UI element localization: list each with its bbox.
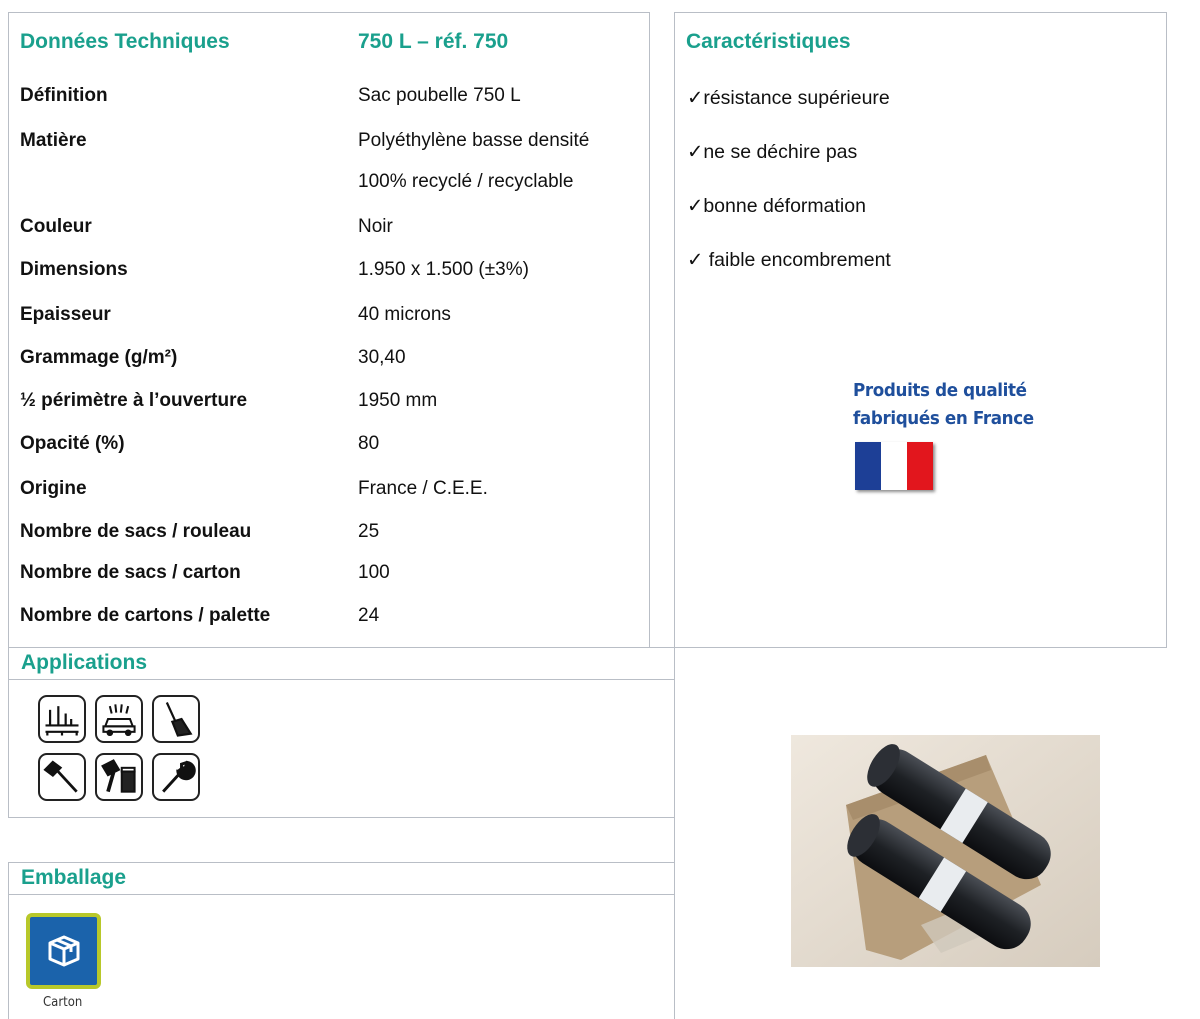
row-label: ½ périmètre à l’ouverture — [20, 390, 248, 411]
feature-item: ✓ faible encombrement — [687, 249, 891, 271]
row-label: Nombre de sacs / carton — [20, 562, 241, 583]
made-in-france-line2: fabriqués en France — [853, 408, 1034, 429]
feature-item: ✓résistance supérieure — [687, 87, 890, 109]
applications-heading: Applications — [21, 651, 148, 674]
packaging-label: Carton — [43, 995, 83, 1010]
paint-brush-icon — [95, 753, 143, 801]
row-label: Epaisseur — [20, 304, 111, 325]
applications-panel — [8, 647, 675, 818]
row-value: Noir — [358, 216, 393, 237]
packaging-heading: Emballage — [21, 866, 127, 889]
row-label: Matière — [20, 130, 87, 151]
packaging-panel — [8, 862, 675, 1019]
row-value: Polyéthylène basse densité — [358, 130, 590, 151]
car-wash-icon — [95, 695, 143, 743]
row-value: 100% recyclé / recyclable — [358, 171, 574, 192]
row-value: France / C.E.E. — [358, 478, 488, 499]
row-value: Sac poubelle 750 L — [358, 85, 521, 106]
broom-icon — [152, 695, 200, 743]
features-panel — [674, 12, 1167, 648]
reference-heading: 750 L – réf. 750 — [358, 30, 509, 53]
row-value: 100 — [358, 562, 390, 583]
row-label: Grammage (g/m²) — [20, 347, 178, 368]
row-value: 25 — [358, 521, 380, 542]
row-value: 1950 mm — [358, 390, 438, 411]
row-value: 40 microns — [358, 304, 451, 325]
row-value: 80 — [358, 433, 380, 454]
box-icon — [26, 913, 101, 989]
features-heading: Caractéristiques — [686, 30, 851, 53]
applications-divider — [9, 679, 674, 680]
product-photo — [791, 735, 1100, 967]
row-label: Nombre de cartons / palette — [20, 605, 271, 626]
row-label: Couleur — [20, 216, 92, 237]
technical-data-panel — [8, 12, 650, 648]
made-in-france-line1: Produits de qualité — [853, 380, 1027, 401]
packaging-divider — [9, 894, 674, 895]
row-label: Origine — [20, 478, 87, 499]
feature-item: ✓ne se déchire pas — [687, 141, 858, 163]
technical-data-heading: Données Techniques — [20, 30, 230, 53]
row-value: 1.950 x 1.500 (±3%) — [358, 259, 529, 280]
feature-item: ✓bonne déformation — [687, 195, 866, 217]
hammer-icon — [38, 753, 86, 801]
row-label: Définition — [20, 85, 108, 106]
factory-icon — [38, 695, 86, 743]
wrench-icon — [152, 753, 200, 801]
row-value: 24 — [358, 605, 380, 626]
row-label: Nombre de sacs / rouleau — [20, 521, 252, 542]
row-value: 30,40 — [358, 347, 406, 368]
row-label: Dimensions — [20, 259, 128, 280]
panel-divider-line — [674, 647, 675, 1019]
row-label: Opacité (%) — [20, 433, 125, 454]
french-flag-icon — [855, 442, 933, 490]
